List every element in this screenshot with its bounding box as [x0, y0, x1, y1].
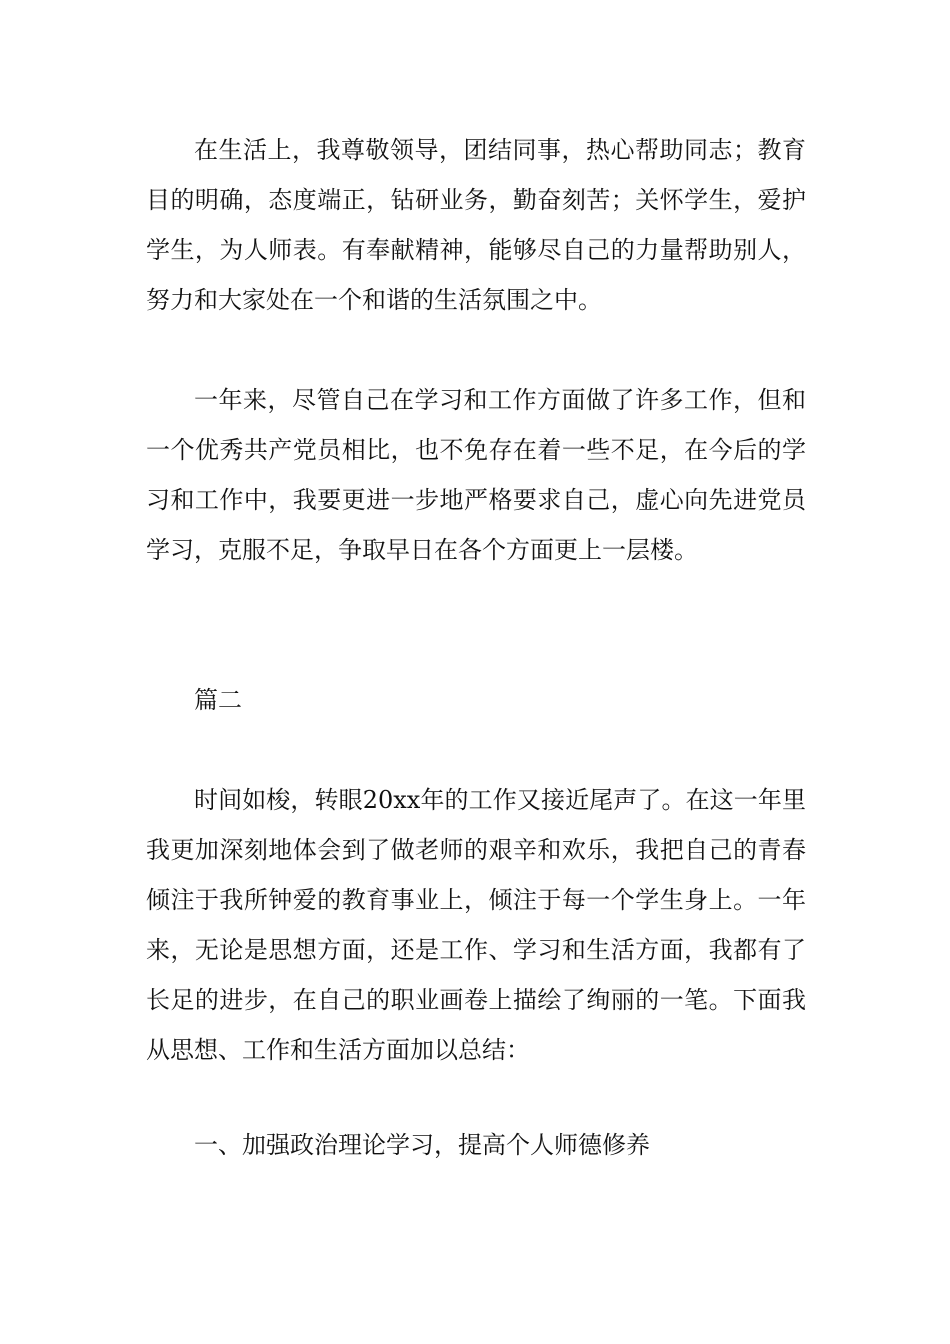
paragraph-life: 在生活上，我尊敬领导，团结同事，热心帮助同志；教育目的明确，态度端正，钻研业务，勤奋刻苦；关怀学生，爱护学生，为人师表。有奉献精神，能够尽自己的力量帮助别人，努力和大家处在一个和谐的生活氛围之中。	[146, 136, 806, 314]
section-title: 篇二	[194, 686, 242, 714]
paragraph-intro: 时间如梭，转眼20xx年的工作又接近尾声了。在这一年里我更加深刻地体会到了做老师的艰辛和欢乐，我把自己的青春倾注于我所钟爱的教育事业上，倾注于每一个学生身上。一年来，无论是思想方面，还是工作、学习和生活方面，我都有了长足的进步，在自己的职业画卷上描绘了绚丽的一笔。下面我从思想、工作和生活方面加以总结：	[146, 786, 806, 1064]
heading-political-study: 一、加强政治理论学习，提高个人师德修养	[194, 1131, 650, 1159]
paragraph-year-review: 一年来，尽管自己在学习和工作方面做了许多工作，但和一个优秀共产党员相比，也不免存在着一些不足，在今后的学习和工作中，我要更进一步地严格要求自己，虚心向先进党员学习，克服不足，争取早日在各个方面更上一层楼。	[146, 386, 806, 564]
